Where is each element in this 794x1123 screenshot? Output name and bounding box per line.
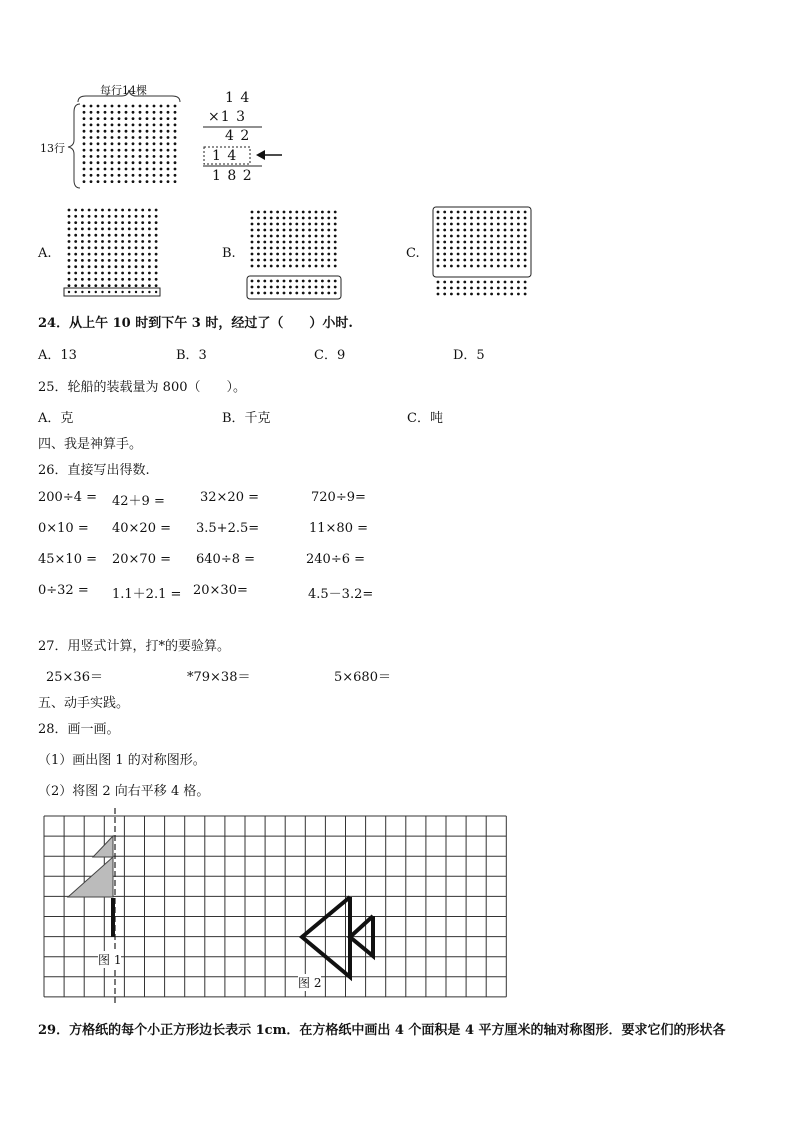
section-5-heading: 五、动手实践。	[38, 696, 130, 711]
q26-item: 40×20 =	[112, 521, 172, 536]
q26-item: 45×10 =	[38, 552, 98, 567]
option-b-label: B.	[222, 246, 236, 261]
row-label: 13行	[40, 142, 65, 155]
q26-item: 200÷4 =	[38, 490, 98, 505]
fig1-label: 图 1	[98, 953, 122, 967]
fig2-label: 图 2	[298, 976, 322, 990]
q26-item: 3.5+2.5=	[196, 521, 260, 536]
q26-item: 32×20 =	[200, 490, 260, 505]
col-label: 每行14棵	[100, 84, 147, 97]
q26-item: 1.1＋2.1 =	[112, 587, 182, 602]
q26-item: 0÷32 =	[38, 583, 89, 598]
q26-item: 0×10 =	[38, 521, 89, 536]
q26-item: 20×30=	[193, 583, 248, 598]
q26-item: 4.5－3.2=	[308, 587, 374, 602]
q28-sub2: （2）将图 2 向右平移 4 格。	[38, 784, 210, 799]
mult-line4: 1 4	[212, 148, 238, 164]
q24-option-a: A．13	[38, 348, 77, 363]
option-a-label: A.	[38, 246, 52, 261]
mult-line3: 4 2	[225, 128, 251, 144]
q27-item: *79×38＝	[187, 670, 251, 685]
q26-item: 42＋9 =	[112, 494, 165, 509]
q26-item: 20×70 =	[112, 552, 172, 567]
q28-sub1: （1）画出图 1 的对称图形。	[38, 753, 206, 768]
q24-option-d: D．5	[453, 348, 485, 363]
mult-line2: ×1 3	[208, 109, 246, 125]
q28-stem: 28．画一画。	[38, 722, 120, 737]
q25-stem: 25．轮船的装载量为 800（ ）。	[38, 380, 246, 395]
q25-option-b: B．千克	[222, 411, 271, 426]
mult-line5: 1 8 2	[212, 168, 253, 184]
mult-line1: 1 4	[225, 90, 251, 106]
q27-stem: 27．用竖式计算，打*的要验算。	[38, 639, 231, 654]
q25-option-a: A．克	[38, 411, 74, 426]
q24-option-c: C．9	[314, 348, 346, 363]
q27-item: 5×680＝	[334, 670, 391, 685]
q26-item: 720÷9=	[311, 490, 366, 505]
q29-stem: 29．方格纸的每个小正方形边长表示 1cm．在方格纸中画出 4 个面积是 4 平方厘米的轴对称图形．要求它们的形状各	[38, 1023, 726, 1038]
q27-item: 25×36＝	[46, 670, 103, 685]
option-c-label: C.	[406, 246, 420, 261]
q25-option-c: C．吨	[407, 411, 443, 426]
section-4-heading: 四、我是神算手。	[38, 437, 143, 452]
q24-stem: 24．从上午 10 时到下午 3 时，经过了（ ）小时.	[38, 316, 353, 331]
q24-option-b: B．3	[176, 348, 207, 363]
q26-item: 240÷6 =	[306, 552, 366, 567]
q26-stem: 26．直接写出得数.	[38, 463, 150, 478]
q26-item: 11×80 =	[309, 521, 369, 536]
q26-item: 640÷8 =	[196, 552, 256, 567]
